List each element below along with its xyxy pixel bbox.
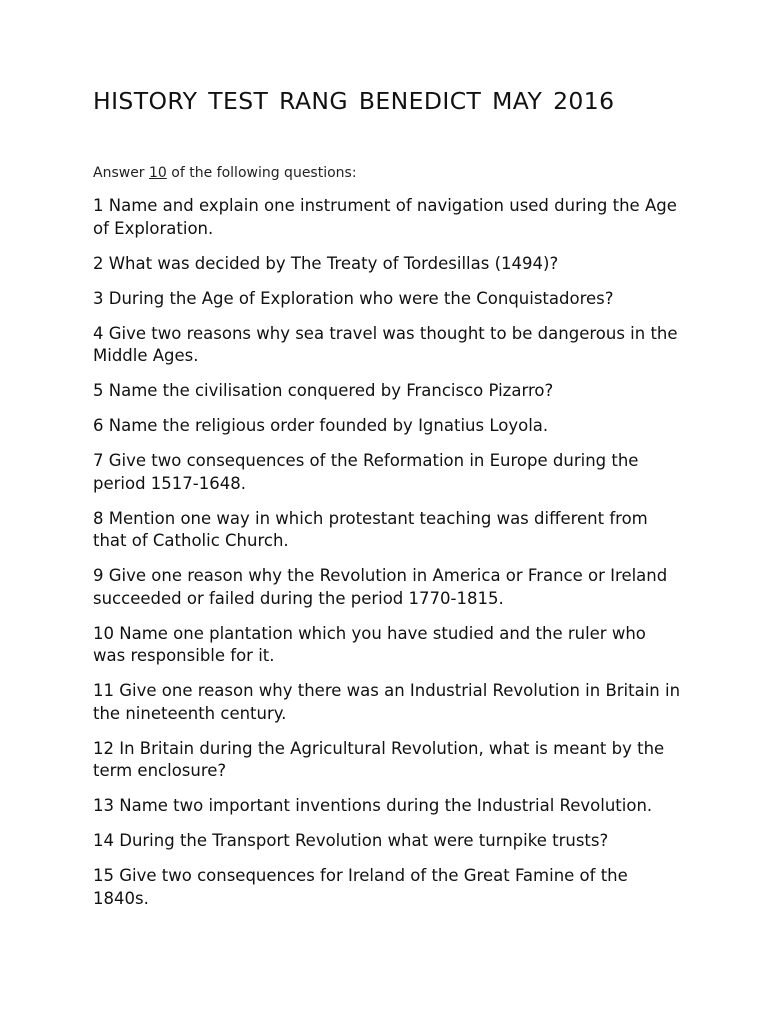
question-item: 3 During the Age of Exploration who were the Conquistadores? bbox=[93, 288, 614, 308]
question-item: 11 Give one reason why there was an Industrial Revolution in Britain in the nineteenth century. bbox=[93, 681, 681, 723]
instruction-before: Answer bbox=[93, 165, 150, 181]
question-item: 2 What was decided by The Treaty of Tordesillas (1494)? bbox=[93, 253, 559, 273]
question-item: 7 Give two consequences of the Reformation in Europe during the period 1517-1648. bbox=[93, 451, 639, 493]
instruction-after: of the following questions: bbox=[166, 165, 357, 181]
question-item: 9 Give one reason why the Revolution in America or France or Ireland succeeded or failed during the period 1770-1815. bbox=[93, 566, 668, 608]
instruction-text bbox=[93, 163, 357, 183]
question-item: 4 Give two reasons why sea travel was thought to be dangerous in the Middle Ages. bbox=[93, 323, 678, 365]
instruction-count: 10 bbox=[149, 165, 167, 181]
question-item: 12 In Britain during the Agricultural Revolution, what is meant by the term enclosure? bbox=[93, 738, 665, 780]
question-item: 15 Give two consequences for Ireland of the Great Famine of the 1840s. bbox=[93, 866, 628, 908]
page-title: HISTORY TEST RANG BENEDICT MAY 2016 bbox=[93, 87, 615, 115]
question-item: 6 Name the religious order founded by Ignatius Loyola. bbox=[93, 416, 549, 435]
question-list bbox=[93, 195, 683, 923]
question-item: 5 Name the civilisation conquered by Francisco Pizarro? bbox=[93, 381, 554, 400]
question-item: 8 Mention one way in which protestant teaching was different from that of Catholic Church. bbox=[93, 508, 648, 550]
question-item: 14 During the Transport Revolution what were turnpike trusts? bbox=[93, 831, 609, 850]
question-item: 13 Name two important inventions during the Industrial Revolution. bbox=[93, 796, 653, 815]
question-item: 1 Name and explain one instrument of navigation used during the Age of Exploration. bbox=[93, 196, 677, 238]
question-item: 10 Name one plantation which you have studied and the ruler who was responsible for it. bbox=[93, 623, 646, 665]
